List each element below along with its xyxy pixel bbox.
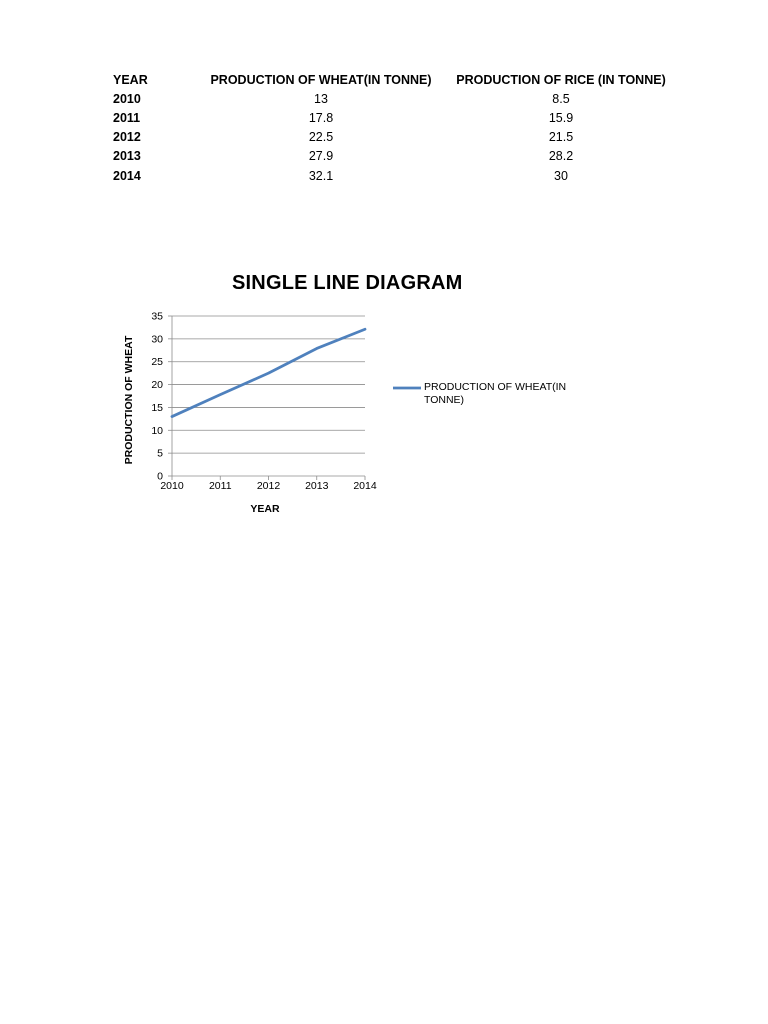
header-rice: PRODUCTION OF RICE (IN TONNE) — [456, 73, 666, 87]
table-row-year: 2013 — [113, 149, 141, 163]
x-axis-label: YEAR — [250, 503, 280, 515]
header-year: YEAR — [113, 73, 148, 87]
table-row-year: 2014 — [113, 169, 141, 183]
table-row-rice: 15.9 — [548, 111, 574, 125]
table-row-wheat: 32.1 — [308, 169, 334, 183]
legend-label: PRODUCTION OF WHEAT(IN TONNE) — [424, 381, 567, 406]
y-tick-label: 30 — [151, 333, 163, 346]
y-tick-label: 10 — [151, 424, 163, 437]
table-row-rice: 30 — [554, 169, 568, 183]
y-axis-label: PRODUCTION OF WHEAT — [123, 335, 135, 465]
table-row-wheat: 27.9 — [308, 149, 334, 163]
y-tick-label: 25 — [151, 356, 163, 369]
y-tick-label: 0 — [157, 470, 163, 483]
table-row-year: 2010 — [113, 92, 141, 106]
table-row-rice: 28.2 — [548, 149, 574, 163]
table-row-wheat: 13 — [314, 92, 328, 106]
y-tick-label: 15 — [151, 401, 163, 414]
x-tick-label: 2011 — [208, 480, 232, 492]
x-tick-label: 2010 — [160, 480, 184, 492]
chart-title: SINGLE LINE DIAGRAM — [232, 272, 463, 294]
table-row-rice: 8.5 — [552, 92, 570, 106]
x-tick-label: 2012 — [256, 480, 281, 492]
table-row-wheat: 22.5 — [308, 130, 334, 144]
table-row-rice: 21.5 — [548, 130, 574, 144]
x-tick-label: 2014 — [353, 480, 377, 492]
table-row-year: 2012 — [113, 130, 141, 144]
y-tick-label: 5 — [157, 447, 163, 460]
table-row-year: 2011 — [113, 111, 141, 125]
header-wheat: PRODUCTION OF WHEAT(IN TONNE) — [210, 73, 432, 87]
table-row-wheat: 17.8 — [308, 111, 334, 125]
x-tick-label: 2013 — [305, 480, 329, 492]
series-line — [172, 329, 365, 416]
y-tick-label: 20 — [151, 379, 163, 392]
y-tick-label: 35 — [151, 310, 163, 323]
